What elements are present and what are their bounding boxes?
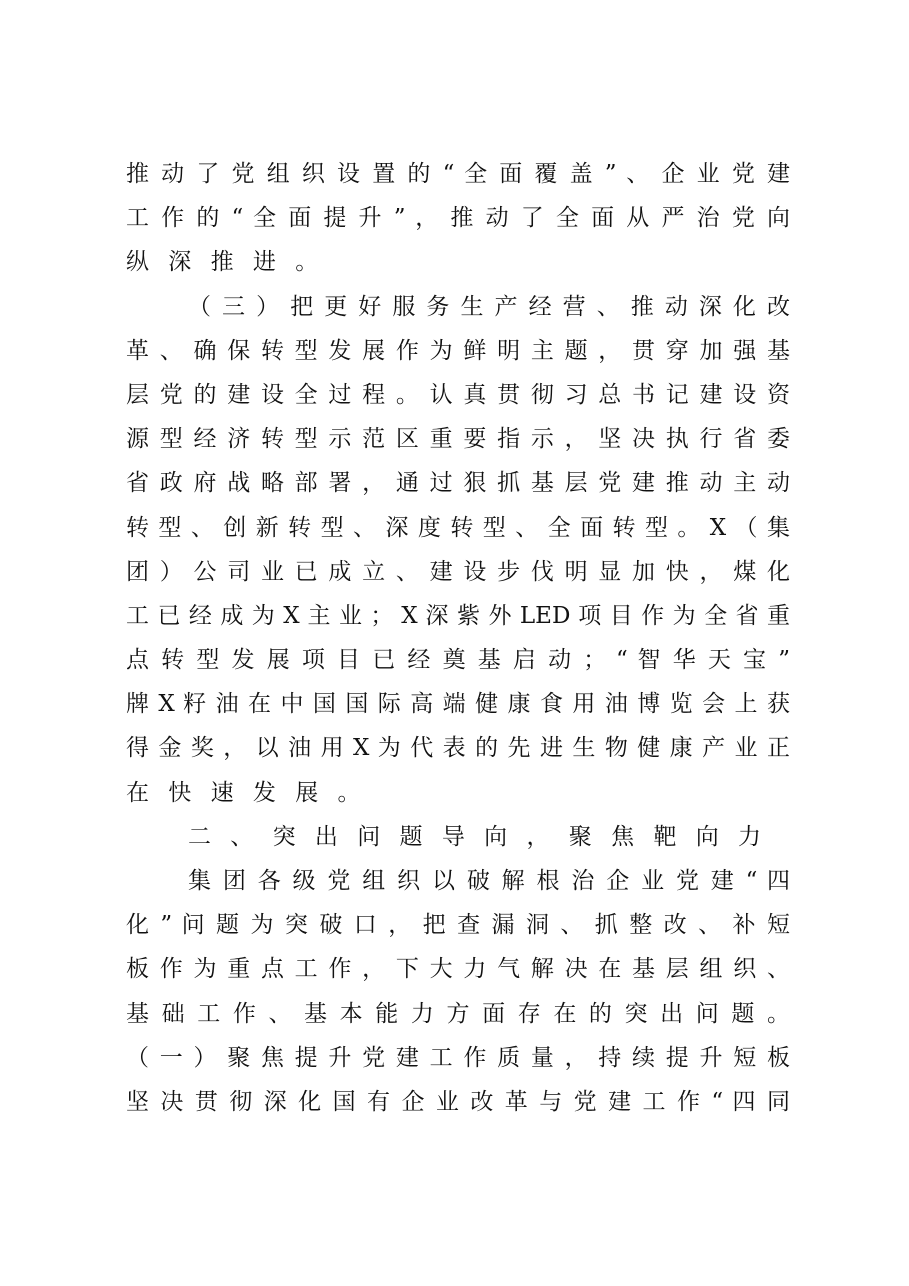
text-line: 点 转 型 发 展 项 目 已 经 奠 基 启 动 ； “ 智 华 天 宝 ” <box>126 647 790 674</box>
body-text <box>126 152 790 1124</box>
text-line: 纵 深 推 进 。 <box>126 249 325 276</box>
text-line: 团 ） 公 司 业 已 成 立 、 建 设 步 伐 明 显 加 快 ， 煤 化 <box>126 558 790 585</box>
text-line: 基 础 工 作 、 基 本 能 力 方 面 存 在 的 突 出 问 题 。 <box>126 1000 790 1027</box>
text-line: 革 、 确 保 转 型 发 展 作 为 鲜 明 主 题 ， 贯 穿 加 强 基 <box>126 337 790 364</box>
text-line: 转 型 、 创 新 转 型 、 深 度 转 型 、 全 面 转 型 。 X （ 集 <box>126 514 790 541</box>
text-line: 牌 X 籽 油 在 中 国 国 际 高 端 健 康 食 用 油 博 览 会 上 获 <box>126 691 790 718</box>
text-line: 化 ” 问 题 为 突 破 口 ， 把 查 漏 洞 、 抓 整 改 、 补 短 <box>126 912 790 939</box>
text-line: （ 三 ） 把 更 好 服 务 生 产 经 营 、 推 动 深 化 改 <box>188 293 790 320</box>
text-line: 在 快 速 发 展 。 <box>126 779 367 806</box>
text-line: 集 团 各 级 党 组 织 以 破 解 根 治 企 业 党 建 “ 四 <box>188 868 790 894</box>
text-line: 工 作 的 “ 全 面 提 升 ” ， 推 动 了 全 面 从 严 治 党 向 <box>126 205 790 232</box>
section-heading: 二 、 突 出 问 题 导 向 ， 聚 焦 靶 向 力 <box>188 823 768 850</box>
text-line: 源 型 经 济 转 型 示 范 区 重 要 指 示 ， 坚 决 执 行 省 委 <box>126 426 790 453</box>
text-line: 得 金 奖 ， 以 油 用 X 为 代 表 的 先 进 生 物 健 康 产 业 正 <box>126 735 790 762</box>
text-line: 省 政 府 战 略 部 署 ， 通 过 狠 抓 基 层 党 建 推 动 主 动 <box>126 470 790 497</box>
text-line: 坚 决 贯 彻 深 化 国 有 企 业 改 革 与 党 建 工 作 “ 四 同 <box>126 1088 790 1115</box>
text-line: 层 党 的 建 设 全 过 程 。 认 真 贯 彻 习 总 书 记 建 设 资 <box>126 381 790 408</box>
text-line: （ 一 ） 聚 焦 提 升 党 建 工 作 质 量 ， 持 续 提 升 短 板 <box>126 1044 790 1071</box>
text-line: 工 已 经 成 为 X 主 业 ； X 深 紫 外 LED 项 目 作 为 全 省 重 <box>126 602 790 629</box>
text-line: 板 作 为 重 点 工 作 ， 下 大 力 气 解 决 在 基 层 组 织 、 <box>126 956 790 983</box>
text-line: 推 动 了 党 组 织 设 置 的 “ 全 面 覆 盖 ” 、 企 业 党 建 <box>126 161 790 187</box>
